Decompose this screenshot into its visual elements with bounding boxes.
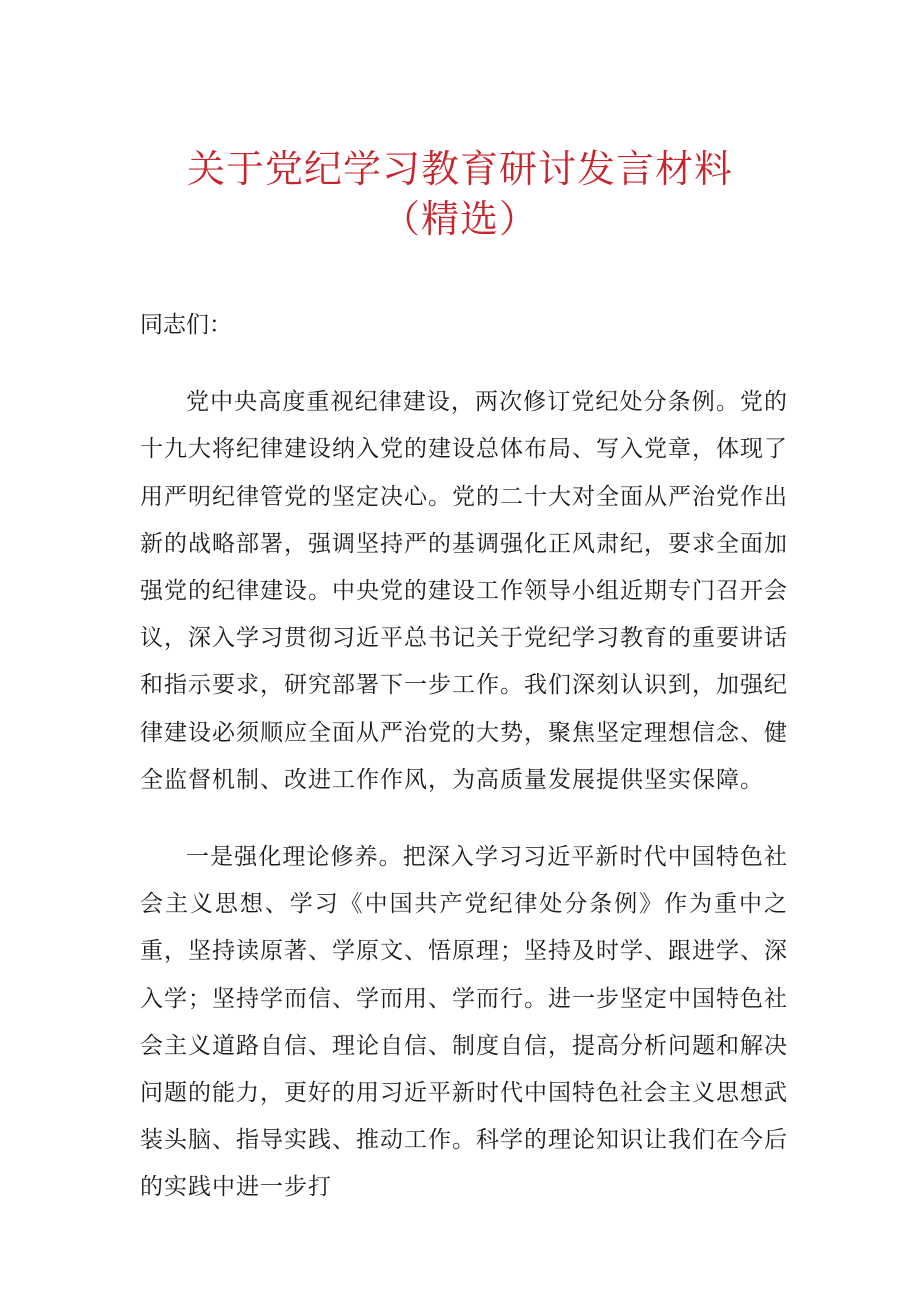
document-title: 关于党纪学习教育研讨发言材料 bbox=[186, 147, 733, 191]
paragraph-2: 一是强化理论修养。把深入学习习近平新时代中国特色社会主义思想、学习《中国共产党纪律处分条例》作为重中之重，坚持读原著、学原文、悟原理；坚持及时学、跟进学、深入学；坚持学而信、学而用、学而行。进一步坚定中国特色社会主义道路自信、理论自信、制度自信，提高分析问题和解决问题的能力，更好的用习近平新时代中国特色社会主义思想武装头脑、指导实践、推动工作。科学的理论知识让我们在今后的实践中进一步打 bbox=[140, 844, 788, 1201]
paragraph-1: 党中央高度重视纪律建设，两次修订党纪处分条例。党的十九大将纪律建设纳入党的建设总体布局、写入党章，体现了用严明纪律管党的坚定决心。党的二十大对全面从严治党作出新的战略部署，强调坚持严的基调强化正风肃纪，要求全面加强党的纪律建设。中央党的建设工作领导小组近期专门召开会议，深入学习贯彻习近平总书记关于党纪学习教育的重要讲话和指示要求，研究部署下一步工作。我们深刻认识到，加强纪律建设必须顺应全面从严治党的大势，聚焦坚定理想信念、健全监督机制、改进工作作风，为高质量发展提供坚实保障。 bbox=[140, 389, 788, 793]
document-body bbox=[140, 302, 788, 1242]
salutation: 同志们： bbox=[140, 312, 232, 338]
document-subtitle: （精选） bbox=[381, 197, 538, 241]
